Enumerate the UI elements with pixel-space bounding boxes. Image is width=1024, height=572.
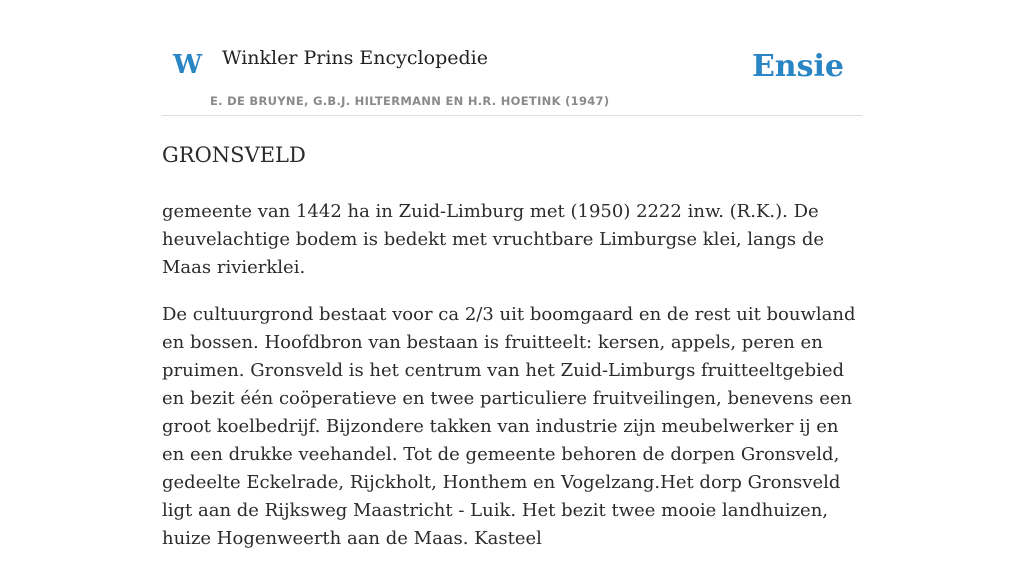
book-title[interactable]: Winkler Prins Encyclopedie bbox=[222, 47, 488, 69]
article-paragraph-2: De cultuurgrond bestaat voor ca 2/3 uit boomgaard en de rest uit bouwland en bossen. Hoofdbron van bestaan is fruitteelt: kersen, appels, peren en pruimen. Gronsveld is het centrum van het Zuid-Limburgs fruitteeltgebied en bezit één coöperatieve en twee particuliere fruitveilingen, benevens een groot koelbedrijf. Bijzondere takken van industrie zijn meubelwerker ij en en een drukke veehandel. Tot de gemeente behoren de dorpen Gronsveld, gedeelte Eckelrade, Rijckholt, Honthem en Vogelzang.Het dorp Gronsveld ligt aan de Rijksweg Maastricht - Luik. Het bezit twee mooie landhuizen, huize Hogenweerth aan de Maas. Kasteel bbox=[162, 304, 856, 549]
ensie-brand-logo[interactable]: Ensie bbox=[751, 49, 844, 84]
winkler-prins-logo[interactable]: W bbox=[173, 50, 203, 80]
site-header bbox=[162, 0, 862, 116]
article-paragraph-1: gemeente van 1442 ha in Zuid-Limburg met (1950) 2222 inw. (R.K.). De heuvelachtige bodem is bedekt met vruchtbare Limburgse klei, langs de Maas rivierklei. bbox=[162, 201, 825, 278]
article bbox=[162, 140, 862, 572]
book-authors: E. DE BRUYNE, G.B.J. HILTERMANN EN H.R. HOETINK (1947) bbox=[210, 94, 610, 108]
article-title: GRONSVELD bbox=[162, 143, 306, 167]
